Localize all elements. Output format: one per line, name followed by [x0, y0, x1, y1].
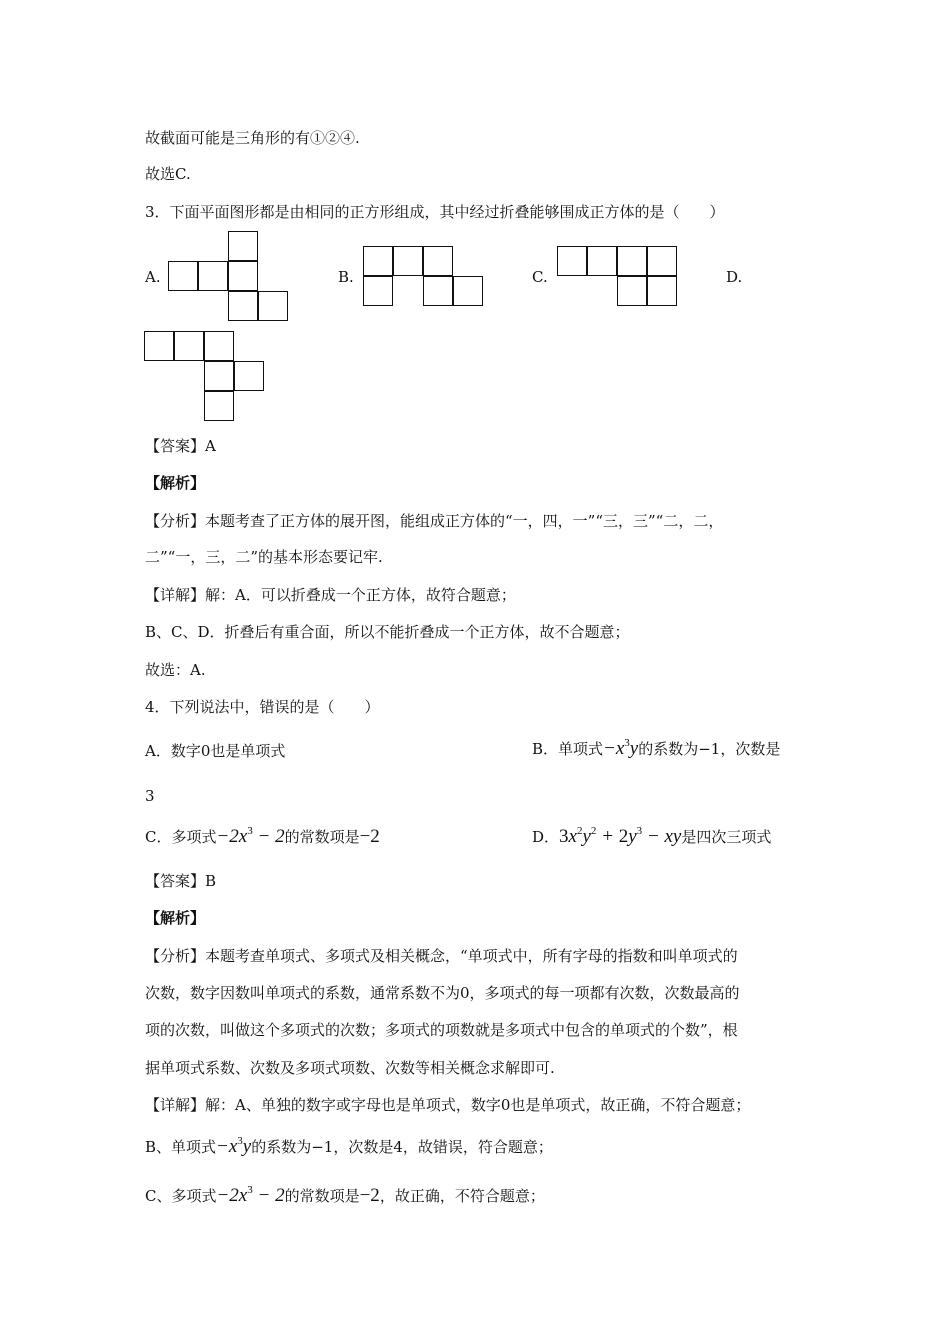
q4-detail-line3-formula: $-2x^3 - 2$	[216, 1184, 285, 1206]
q4-option-d-suffix: 是四次三项式	[681, 828, 772, 846]
q4-detail-line2	[145, 1137, 553, 1157]
q4-option-c-formula: $-2x^3 - 2$	[216, 825, 285, 847]
prev-conclusion-line: 故截面可能是三角形的有①②④.	[145, 129, 360, 147]
q4-option-b-suffix: 的系数为−1，次数是	[638, 740, 781, 758]
q3-stem: 3．下面平面图形都是由相同的正方形组成，其中经过折叠能够围成正方体的是（ ）	[145, 203, 725, 221]
q4-answer: 【答案】B	[145, 872, 217, 890]
q3-option-c-label: C.	[532, 268, 548, 286]
q3-net-b	[363, 246, 485, 308]
q3-net-c	[557, 246, 679, 308]
q4-option-b-prefix: B．单项式	[532, 740, 604, 758]
q4-option-c	[145, 827, 380, 847]
q4-detail-line1: 【详解】解：A、单独的数字或字母也是单项式，数字0也是单项式，故正确，不符合题意；	[145, 1096, 751, 1114]
q3-analysis-line2: 二”“一，三，二”的基本形态要记牢.	[145, 548, 383, 566]
q4-option-b	[532, 739, 780, 759]
q4-option-d-prefix: D．	[532, 828, 560, 846]
q4-analysis-line4: 据单项式系数、次数及多项式项数、次数等相关概念求解即可.	[145, 1059, 555, 1077]
q3-conclusion: 故选：A.	[145, 661, 206, 679]
q4-detail-line3-value: −2	[359, 1185, 380, 1206]
q4-analysis-heading: 【解析】	[145, 909, 206, 927]
q4-option-d-formula: $3x^2y^2 + 2y^3$ − xy	[559, 825, 682, 847]
q3-detail-line2: B、C、D．折叠后有重合面，所以不能折叠成一个正方体，故不合题意；	[145, 623, 630, 641]
q4-detail-line3	[145, 1186, 545, 1206]
q3-net-d	[144, 331, 266, 423]
q4-option-b-wrap: 3	[145, 787, 155, 805]
q4-stem: 4．下列说法中，错误的是（ ）	[145, 698, 380, 716]
q3-answer: 【答案】A	[145, 437, 216, 455]
q4-detail-line2-formula: $-x^3y$	[216, 1135, 252, 1157]
q4-detail-line3-suffix: ，故正确，不符合题意；	[379, 1187, 545, 1205]
q4-detail-line2-prefix: B、单项式	[145, 1138, 217, 1156]
q4-analysis-line1: 【分析】本题考查单项式、多项式及相关概念，“单项式中，所有字母的指数和叫单项式的	[145, 947, 738, 965]
prev-answer-line: 故选C.	[145, 165, 191, 183]
q3-analysis-line1: 【分析】本题考查了正方体的展开图，能组成正方体的“一，四，一”“三，三”“二，二，	[145, 512, 724, 530]
q4-analysis-line3: 项的次数，叫做这个多项式的次数；多项式的项数就是多项式中包含的单项式的个数”，根	[145, 1021, 738, 1039]
q4-option-a: A．数字0也是单项式	[145, 742, 286, 760]
q4-detail-line2-suffix: 的系数为−1，次数是4，故错误，符合题意；	[251, 1138, 553, 1156]
q3-analysis-heading: 【解析】	[145, 474, 206, 492]
q4-option-d	[532, 827, 771, 847]
q3-net-a	[168, 231, 290, 323]
q3-detail-line1: 【详解】解：A．可以折叠成一个正方体，故符合题意；	[145, 586, 516, 604]
q3-option-d-label: D.	[726, 268, 743, 286]
q3-option-a-label: A.	[145, 268, 161, 286]
q4-option-c-value: −2	[359, 826, 380, 847]
q4-option-b-formula: $-x^3y$	[603, 737, 639, 759]
q4-detail-line3-prefix: C、多项式	[145, 1187, 217, 1205]
q4-option-c-prefix: C．多项式	[145, 828, 217, 846]
q3-option-b-label: B.	[338, 268, 354, 286]
q4-option-c-suffix: 的常数项是	[284, 828, 360, 846]
q4-analysis-line2: 次数，数字因数叫单项式的系数，通常系数不为0，多项式的每一项都有次数，次数最高的	[145, 984, 740, 1002]
q4-detail-line3-mid: 的常数项是	[284, 1187, 360, 1205]
